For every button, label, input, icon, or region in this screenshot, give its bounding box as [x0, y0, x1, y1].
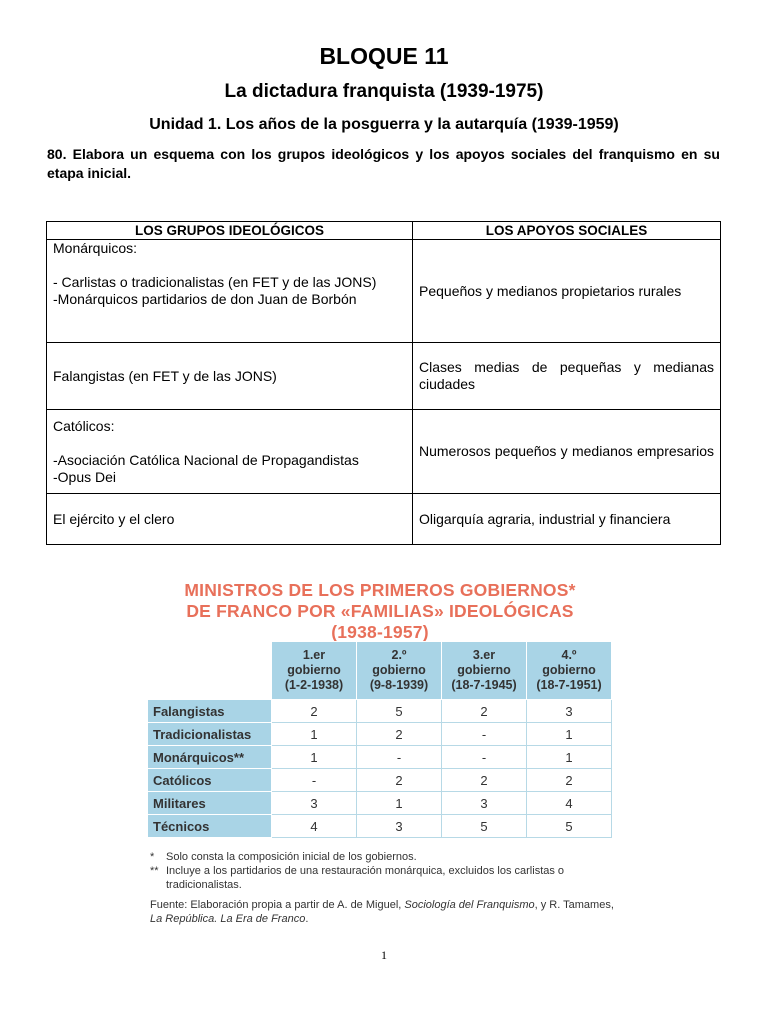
- minister-count: 4: [527, 792, 612, 815]
- groups-table-header: [47, 222, 721, 240]
- support-cell: Oligarquía agraria, industrial y financiera: [413, 494, 721, 545]
- unit-title: Unidad 1. Los años de la posguerra y la autarquía (1939-1959): [149, 116, 619, 133]
- chapter-title: La dictadura franquista (1939-1975): [224, 81, 544, 102]
- footnote-text: Solo consta la composición inicial de los gobiernos.: [166, 851, 417, 863]
- minister-count: 5: [442, 815, 527, 838]
- government-column-header: [272, 642, 357, 700]
- government-column-header: [527, 642, 612, 700]
- minister-count: 2: [357, 769, 442, 792]
- government-date: (18-7-1945): [451, 678, 517, 692]
- footnote: [150, 864, 620, 892]
- group-cell: [47, 240, 413, 343]
- government-word: gobierno: [287, 663, 341, 677]
- family-label: Militares: [148, 792, 272, 815]
- government-column-header: [442, 642, 527, 700]
- minister-count: 3: [272, 792, 357, 815]
- government-date: (18-7-1951): [536, 678, 602, 692]
- minister-count: 2: [442, 700, 527, 723]
- family-label: Católicos: [148, 769, 272, 792]
- government-date: (9-8-1939): [369, 678, 429, 692]
- table-row: [148, 792, 612, 815]
- support-cell: Pequeños y medianos propietarios rurales: [413, 240, 721, 343]
- government-column-header: [357, 642, 442, 700]
- figure-source: [150, 898, 620, 926]
- table-row: [148, 723, 612, 746]
- figure-title: [140, 580, 620, 643]
- groups-table: [46, 221, 721, 545]
- minister-count: 3: [442, 792, 527, 815]
- minister-count: -: [442, 746, 527, 769]
- table-row: [47, 494, 721, 545]
- page-number: 1: [381, 948, 387, 962]
- government-ordinal: 1.er: [302, 648, 326, 662]
- support-text-content: Numerosos pequeños y medianos empresarios: [419, 443, 714, 459]
- support-text: [419, 443, 714, 460]
- group-line: -Monárquicos partidarios de don Juan de Borbón: [53, 291, 357, 307]
- source-prefix: Fuente: Elaboración propia a partir de A. de Miguel,: [150, 899, 405, 911]
- group-line: -Asociación Católica Nacional de Propagandistas: [53, 451, 359, 468]
- figure-title-line: MINISTROS DE LOS PRIMEROS GOBIERNOS*: [184, 580, 576, 600]
- minister-count: 5: [527, 815, 612, 838]
- table-row: [148, 769, 612, 792]
- group-title: El ejército y el clero: [53, 510, 175, 527]
- government-word: gobierno: [457, 663, 511, 677]
- minister-count: 1: [272, 746, 357, 769]
- table-row: [47, 343, 721, 410]
- government-word: gobierno: [372, 663, 426, 677]
- footnote-mark: *: [150, 851, 155, 863]
- family-label: Falangistas: [148, 700, 272, 723]
- group-cell: [47, 410, 413, 494]
- minister-count: 1: [527, 746, 612, 769]
- table-row: [47, 410, 721, 494]
- figure-title-line: (1938-1957): [331, 622, 429, 642]
- group-title: Monárquicos:: [53, 240, 138, 256]
- family-label: Monárquicos**: [148, 746, 272, 769]
- table-row: [148, 746, 612, 769]
- minister-count: 3: [357, 815, 442, 838]
- exercise-statement: 80. Elabora un esquema con los grupos ideológicos y los apoyos sociales del franquismo en su etapa inicial.: [47, 146, 720, 181]
- minister-count: 2: [527, 769, 612, 792]
- minister-count: 1: [357, 792, 442, 815]
- header-social-support: LOS APOYOS SOCIALES: [413, 222, 721, 240]
- minister-count: -: [442, 723, 527, 746]
- source-work: Sociología del Franquismo: [404, 899, 535, 911]
- minister-count: -: [272, 769, 357, 792]
- government-ordinal: 4.º: [561, 648, 577, 662]
- minister-count: 1: [272, 723, 357, 746]
- group-line: - Carlistas o tradicionalistas (en FET y de las JONS): [53, 274, 377, 290]
- group-title: Falangistas (en FET y de las JONS): [53, 367, 277, 384]
- group-line: -Opus Dei: [53, 468, 117, 485]
- family-label: Técnicos: [148, 815, 272, 838]
- figure-notes: [150, 850, 620, 926]
- ministers-table: [147, 641, 612, 838]
- government-ordinal: 2.º: [391, 648, 407, 662]
- header-ideological-groups: LOS GRUPOS IDEOLÓGICOS: [47, 222, 413, 240]
- government-date: (1-2-1938): [284, 678, 344, 692]
- minister-count: 2: [357, 723, 442, 746]
- footnote-mark: **: [150, 865, 159, 877]
- minister-count: 5: [357, 700, 442, 723]
- table-row: [47, 240, 721, 343]
- footnote-text: Incluye a los partidarios de una restauración monárquica, excluidos los carlistas o tradicionalistas.: [166, 865, 565, 891]
- table-row: [148, 700, 612, 723]
- family-label: Tradicionalistas: [148, 723, 272, 746]
- minister-count: 4: [272, 815, 357, 838]
- table-row: [148, 815, 612, 838]
- support-cell: Clases medias de pequeñas y medianas ciudades: [413, 343, 721, 410]
- minister-count: 2: [442, 769, 527, 792]
- source-suffix: .: [305, 913, 309, 925]
- minister-count: -: [357, 746, 442, 769]
- support-cell: [413, 410, 721, 494]
- group-cell: [47, 494, 413, 545]
- minister-count: 2: [272, 700, 357, 723]
- block-title: BLOQUE 11: [319, 43, 449, 69]
- figure-title-line: DE FRANCO POR «FAMILIAS» IDEOLÓGICAS: [186, 601, 574, 621]
- minister-count: 1: [527, 723, 612, 746]
- government-word: gobierno: [542, 663, 596, 677]
- group-cell: [47, 343, 413, 410]
- footnote: [150, 850, 620, 864]
- source-work: La República. La Era de Franco: [150, 913, 306, 925]
- ministers-header-row: [148, 642, 612, 700]
- group-title: Católicos:: [53, 417, 115, 434]
- source-middle: , y R. Tamames,: [534, 899, 614, 911]
- corner-cell: [148, 642, 272, 700]
- government-ordinal: 3.er: [472, 648, 496, 662]
- minister-count: 3: [527, 700, 612, 723]
